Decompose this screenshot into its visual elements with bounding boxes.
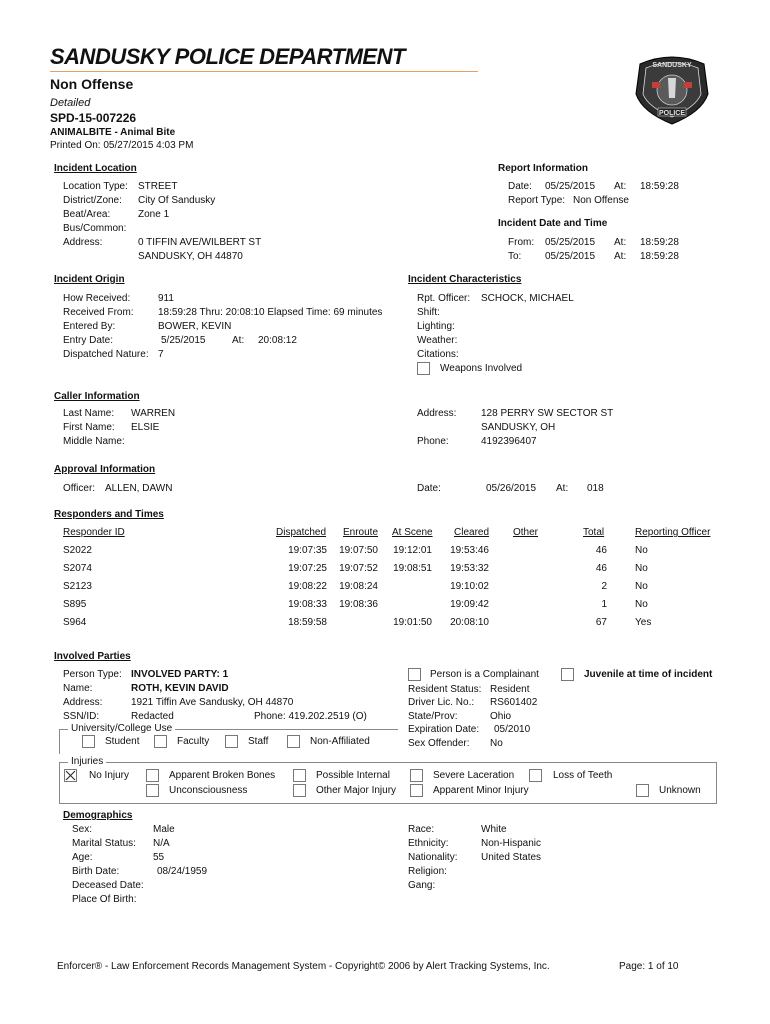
- col-responder-id: Responder ID: [63, 527, 125, 538]
- no-injury-label: No Injury: [89, 770, 130, 781]
- location-type-label: Location Type:: [63, 181, 128, 192]
- caller-information-heading: Caller Information: [54, 391, 140, 402]
- checkmark-x-icon: [65, 770, 76, 781]
- printed-on: Printed On: 05/27/2015 4:03 PM: [50, 140, 194, 151]
- juvenile-checkbox[interactable]: [561, 668, 574, 681]
- unconsciousness-checkbox[interactable]: [146, 784, 159, 797]
- to-date: 05/25/2015: [545, 251, 596, 262]
- marital-value: N/A: [153, 838, 170, 849]
- unconsciousness-label: Unconsciousness: [169, 785, 248, 796]
- col-reporting-officer: Reporting Officer: [635, 527, 711, 538]
- ethnicity-label: Ethnicity:: [408, 838, 449, 849]
- entry-at-label: At:: [232, 335, 245, 346]
- caller-last-name-label: Last Name:: [63, 408, 115, 419]
- cell-enroute: 19:08:24: [339, 581, 378, 592]
- approval-officer-value: ALLEN, DAWN: [105, 483, 173, 494]
- entered-by-label: Entered By:: [63, 321, 116, 332]
- complainant-checkbox[interactable]: [408, 668, 421, 681]
- from-time: 18:59:28: [640, 237, 679, 248]
- sex-label: Sex:: [72, 824, 93, 835]
- caller-last-name-value: WARREN: [131, 408, 176, 419]
- lighting-label: Lighting:: [417, 321, 455, 332]
- cell-dispatched: 19:07:25: [288, 563, 327, 574]
- cell-at-scene: 19:12:01: [393, 545, 432, 556]
- department-title: SANDUSKY POLICE DEPARTMENT: [50, 44, 405, 69]
- sex-value: Male: [153, 824, 175, 835]
- cell-responder-id: S2123: [63, 581, 92, 592]
- approval-at-label: At:: [556, 483, 569, 494]
- nationality-label: Nationality:: [408, 852, 458, 863]
- cell-dispatched: 19:07:35: [288, 545, 327, 556]
- rpt-officer-label: Rpt. Officer:: [417, 293, 471, 304]
- place-of-birth-label: Place Of Birth:: [72, 894, 137, 905]
- caller-phone-value: 4192396407: [481, 436, 537, 447]
- approval-officer-label: Officer:: [63, 483, 96, 494]
- state-prov-value: Ohio: [490, 711, 512, 722]
- dispatched-nature-value: 7: [158, 349, 164, 360]
- case-number: SPD-15-007226: [50, 111, 137, 125]
- loss-of-teeth-label: Loss of Teeth: [553, 770, 613, 781]
- ethnicity-value: Non-Hispanic: [481, 838, 542, 849]
- resident-status-value: Resident: [490, 684, 530, 695]
- weapons-involved-checkbox[interactable]: [417, 362, 430, 375]
- beat-value: Zone 1: [138, 209, 170, 220]
- sex-offender-label: Sex Offender:: [408, 738, 470, 749]
- deceased-date-label: Deceased Date:: [72, 880, 144, 891]
- complainant-label: Person is a Complainant: [430, 669, 539, 680]
- rpt-officer-value: SCHOCK, MICHAEL: [481, 293, 574, 304]
- report-date-label: Date:: [508, 181, 532, 192]
- person-type-value: INVOLVED PARTY: 1: [131, 669, 229, 680]
- from-at-label: At:: [614, 237, 627, 248]
- age-label: Age:: [72, 852, 93, 863]
- faculty-checkbox[interactable]: [154, 735, 167, 748]
- dispatched-nature-label: Dispatched Nature:: [63, 349, 149, 360]
- minor-injury-checkbox[interactable]: [410, 784, 423, 797]
- severe-laceration-checkbox[interactable]: [410, 769, 423, 782]
- possible-internal-label: Possible Internal: [316, 770, 390, 781]
- state-prov-label: State/Prov:: [408, 711, 458, 722]
- approval-information-heading: Approval Information: [54, 464, 156, 475]
- broken-bones-label: Apparent Broken Bones: [169, 770, 276, 781]
- offense-code: ANIMALBITE - Animal Bite: [50, 127, 176, 138]
- race-label: Race:: [408, 824, 435, 835]
- col-cleared: Cleared: [454, 527, 490, 538]
- person-type-label: Person Type:: [63, 669, 122, 680]
- other-major-label: Other Major Injury: [316, 785, 397, 796]
- cell-cleared: 19:09:42: [450, 599, 489, 610]
- title-rule: [50, 71, 478, 72]
- party-address-label: Address:: [63, 697, 103, 708]
- received-from-label: Received From:: [63, 307, 134, 318]
- caller-first-name-value: ELSIE: [131, 422, 160, 433]
- location-type-value: STREET: [138, 181, 178, 192]
- col-dispatched: Dispatched: [276, 527, 327, 538]
- caller-middle-name-label: Middle Name:: [63, 436, 125, 447]
- nationality-value: United States: [481, 852, 542, 863]
- report-date-value: 05/25/2015: [545, 181, 596, 192]
- sex-offender-value: No: [490, 738, 503, 749]
- incident-origin-heading: Incident Origin: [54, 274, 125, 285]
- cell-cleared: 19:10:02: [450, 581, 489, 592]
- driver-lic-label: Driver Lic. No.:: [408, 697, 475, 708]
- col-total: Total: [583, 527, 605, 538]
- incident-datetime-heading: Incident Date and Time: [498, 218, 608, 229]
- birth-date-label: Birth Date:: [72, 866, 120, 877]
- detail-label: Detailed: [50, 97, 91, 109]
- birth-date-value: 08/24/1959: [157, 866, 208, 877]
- caller-phone-label: Phone:: [417, 436, 449, 447]
- cell-enroute: 19:07:50: [339, 545, 378, 556]
- report-time-value: 18:59:28: [640, 181, 679, 192]
- loss-of-teeth-checkbox[interactable]: [529, 769, 542, 782]
- resident-status-label: Resident Status:: [408, 684, 482, 695]
- entry-time-value: 20:08:12: [258, 335, 297, 346]
- cell-responder-id: S2074: [63, 563, 92, 574]
- approval-time-value: 018: [587, 483, 604, 494]
- how-received-label: How Received:: [63, 293, 131, 304]
- caller-address-label: Address:: [417, 408, 457, 419]
- possible-internal-checkbox[interactable]: [293, 769, 306, 782]
- report-type-value: Non Offense: [573, 195, 629, 206]
- cell-total: 46: [595, 545, 607, 556]
- staff-checkbox[interactable]: [225, 735, 238, 748]
- col-at-scene: At Scene: [392, 527, 433, 538]
- other-major-checkbox[interactable]: [293, 784, 306, 797]
- party-name-label: Name:: [63, 683, 93, 694]
- incident-location-heading: Incident Location: [54, 163, 137, 174]
- religion-label: Religion:: [408, 866, 447, 877]
- involved-parties-heading: Involved Parties: [54, 651, 131, 662]
- cell-reporting-officer: Yes: [635, 617, 652, 628]
- bus-common-label: Bus/Common:: [63, 223, 127, 234]
- demographics-heading: Demographics: [63, 810, 133, 821]
- cell-dispatched: 19:08:33: [288, 599, 327, 610]
- non-affiliated-label: Non-Affiliated: [310, 736, 370, 747]
- cell-total: 1: [601, 599, 607, 610]
- cell-at-scene: 19:01:50: [393, 617, 432, 628]
- shift-label: Shift:: [417, 307, 440, 318]
- ssn-label: SSN/ID:: [63, 711, 100, 722]
- entry-date-value: 5/25/2015: [161, 335, 206, 346]
- severe-laceration-label: Severe Laceration: [433, 770, 515, 781]
- expiration-label: Expiration Date:: [408, 724, 480, 735]
- marital-label: Marital Status:: [72, 838, 136, 849]
- cell-reporting-officer: No: [635, 599, 648, 610]
- expiration-value: 05/2010: [494, 724, 531, 735]
- ssn-value: Redacted: [131, 711, 174, 722]
- entered-by-value: BOWER, KEVIN: [158, 321, 232, 332]
- location-address-label: Address:: [63, 237, 103, 248]
- party-name-value: ROTH, KEVIN DAVID: [131, 683, 229, 694]
- party-phone: Phone: 419.202.2519 (O): [254, 711, 367, 722]
- cell-total: 46: [595, 563, 607, 574]
- party-address-value: 1921 Tiffin Ave Sandusky, OH 44870: [131, 697, 294, 708]
- incident-characteristics-heading: Incident Characteristics: [408, 274, 522, 285]
- report-subtitle: Non Offense: [50, 76, 134, 92]
- page-number: Page: 1 of 10: [619, 961, 679, 972]
- received-from-value: 18:59:28 Thru: 20:08:10 Elapsed Time: 69 minutes: [158, 307, 383, 318]
- student-label: Student: [105, 736, 140, 747]
- minor-injury-label: Apparent Minor Injury: [433, 785, 529, 796]
- report-at-label: At:: [614, 181, 627, 192]
- injuries-legend: Injuries: [68, 756, 106, 767]
- staff-label: Staff: [248, 736, 269, 747]
- student-checkbox[interactable]: [82, 735, 95, 748]
- cell-responder-id: S964: [63, 617, 87, 628]
- faculty-label: Faculty: [177, 736, 210, 747]
- no-injury-checkbox[interactable]: [64, 769, 77, 782]
- police-badge-logo: [632, 54, 712, 126]
- cell-responder-id: S895: [63, 599, 87, 610]
- university-use-legend: University/College Use: [68, 723, 175, 734]
- col-enroute: Enroute: [343, 527, 379, 538]
- non-affiliated-checkbox[interactable]: [287, 735, 300, 748]
- cell-dispatched: 18:59:58: [288, 617, 327, 628]
- cell-total: 2: [601, 581, 607, 592]
- to-label: To:: [508, 251, 522, 262]
- from-label: From:: [508, 237, 535, 248]
- cell-at-scene: 19:08:51: [393, 563, 432, 574]
- from-date: 05/25/2015: [545, 237, 596, 248]
- badge-bottom-text: POLICE: [658, 110, 686, 117]
- weapons-involved-label: Weapons Involved: [440, 363, 523, 374]
- to-at-label: At:: [614, 251, 627, 262]
- how-received-value: 911: [158, 293, 174, 304]
- beat-label: Beat/Area:: [63, 209, 111, 220]
- responders-heading: Responders and Times: [54, 509, 164, 520]
- cell-reporting-officer: No: [635, 581, 648, 592]
- location-address-line1: 0 TIFFIN AVE/WILBERT ST: [138, 237, 262, 248]
- caller-first-name-label: First Name:: [63, 422, 115, 433]
- weather-label: Weather:: [417, 335, 458, 346]
- cell-total: 67: [595, 617, 607, 628]
- to-time: 18:59:28: [640, 251, 679, 262]
- broken-bones-checkbox[interactable]: [146, 769, 159, 782]
- entry-date-label: Entry Date:: [63, 335, 114, 346]
- cell-responder-id: S2022: [63, 545, 92, 556]
- cell-reporting-officer: No: [635, 545, 648, 556]
- report-information-heading: Report Information: [498, 163, 588, 174]
- gang-label: Gang:: [408, 880, 436, 891]
- col-other: Other: [513, 527, 539, 538]
- juvenile-label: Juvenile at time of incident: [584, 669, 713, 680]
- approval-date-label: Date:: [417, 483, 441, 494]
- cell-dispatched: 19:08:22: [288, 581, 327, 592]
- district-value: City Of Sandusky: [138, 195, 216, 206]
- caller-address-line2: SANDUSKY, OH: [481, 422, 556, 433]
- cell-reporting-officer: No: [635, 563, 648, 574]
- cell-cleared: 20:08:10: [450, 617, 489, 628]
- caller-address-line1: 128 PERRY SW SECTOR ST: [481, 408, 614, 419]
- badge-top-text: SANDUSKY: [652, 62, 692, 69]
- report-type-label: Report Type:: [508, 195, 566, 206]
- cell-enroute: 19:08:36: [339, 599, 378, 610]
- cell-cleared: 19:53:46: [450, 545, 489, 556]
- cell-cleared: 19:53:32: [450, 563, 489, 574]
- age-value: 55: [153, 852, 165, 863]
- cell-enroute: 19:07:52: [339, 563, 378, 574]
- district-label: District/Zone:: [63, 195, 122, 206]
- unknown-injury-label: Unknown: [659, 785, 701, 796]
- unknown-injury-checkbox[interactable]: [636, 784, 649, 797]
- driver-lic-value: RS601402: [490, 697, 538, 708]
- footer-copyright: Enforcer® - Law Enforcement Records Management System - Copyright© 2006 by Alert Tracking Systems, Inc.: [57, 961, 550, 972]
- citations-label: Citations:: [417, 349, 459, 360]
- approval-date-value: 05/26/2015: [486, 483, 537, 494]
- location-address-line2: SANDUSKY, OH 44870: [138, 251, 243, 262]
- race-value: White: [481, 824, 507, 835]
